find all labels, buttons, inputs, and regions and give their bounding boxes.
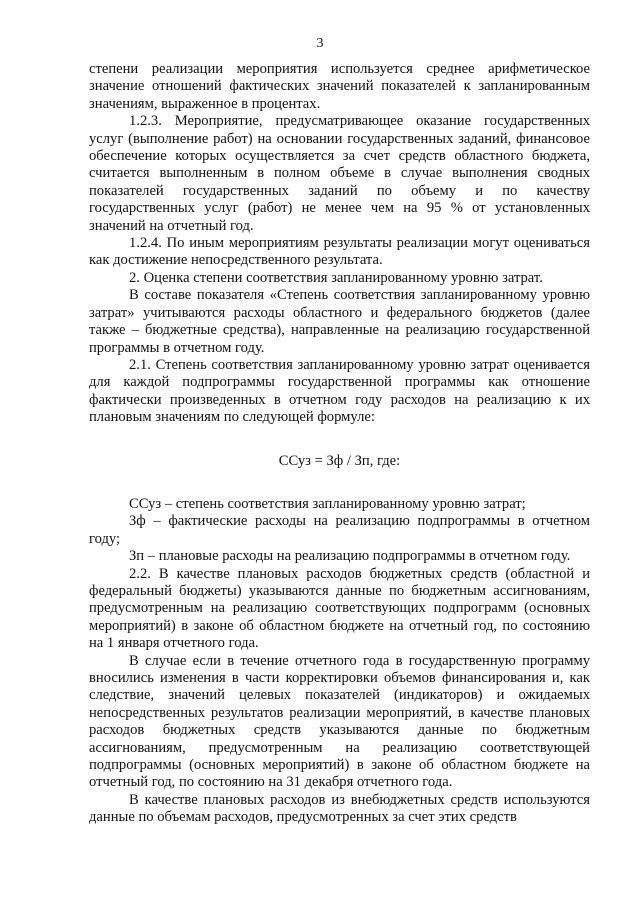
definition: ССуз – степень соответствия запланированному уровню затрат; (129, 495, 526, 512)
page-number: 3 (316, 36, 324, 51)
paragraph: степени реализации мероприятия используется среднее арифметическое значение отношений фактических значений показателей к запланированным значениям, выраженное в процентах. (89, 61, 590, 112)
paragraph: В составе показателя «Степень соответствия запланированному уровню затрат» учитываются расходы областного и федерального бюджетов (далее также – бюджетные средства), направленные на реализацию государственной программы в отчетном году. (89, 287, 590, 356)
paragraph: В случае если в течение отчетного года в государственную программу вносились изменения в части корректировки объемов финансирования и, как следствие, значений целевых показателей (индикаторов) и ожидаемых непосредственных результатов реализации мероприятий, в качестве плановых расходов бюджетных средств указываются данные по бюджетным ассигнованиям, предусмотренным на реализацию соответствующей подпрограммы (основных мероприятий) в законе об областном бюджете на отчетный год, по состоянию на 31 декабря отчетного года. (89, 652, 590, 791)
document-body (89, 61, 590, 827)
paragraph: В качестве плановых расходов из внебюджетных средств используются данные по объемам расходов, предусмотренных за счет этих средств (89, 791, 590, 826)
paragraph: 2.1. Степень соответствия запланированному уровню затрат оценивается для каждой подпрограммы государственной программы как отношение фактически произведенных в отчетном году расходов на реализацию к их плановым значениям по следующей формуле: (89, 356, 590, 426)
definition: Зп – плановые расходы на реализацию подпрограммы в отчетном году. (129, 548, 571, 565)
paragraph: 2.2. В качестве плановых расходов бюджетных средств (областной и федеральный бюджеты) указываются данные по бюджетным ассигнованиям, предусмотренным на реализацию соответствующих подпрограмм (основных мероприятий) в законе об областном бюджете на отчетный год, по состоянию на 1 января отчетного года. (89, 565, 590, 652)
paragraph: 1.2.3. Мероприятие, предусматривающее оказание государственных услуг (выполнение работ) на основании государственных заданий, финансовое обеспечение которых осуществляется за счет средств областного бюджета, считается выполненным в полном объеме в случае выполнения сводных показателей государственных заданий по объему и по качеству государственных услуг (работ) не менее чем на 95 % от установленных значений на отчетный год. (89, 113, 590, 234)
paragraph: 2. Оценка степени соответствия запланированному уровню затрат. (129, 269, 543, 286)
definition: Зф – фактические расходы на реализацию подпрограммы в отчетном году; (89, 513, 590, 547)
paragraph: 1.2.4. По иным мероприятиям результаты реализации могут оцениваться как достижение непосредственного результата. (89, 235, 590, 269)
formula: ССуз = Зф / Зп, где: (278, 452, 401, 469)
